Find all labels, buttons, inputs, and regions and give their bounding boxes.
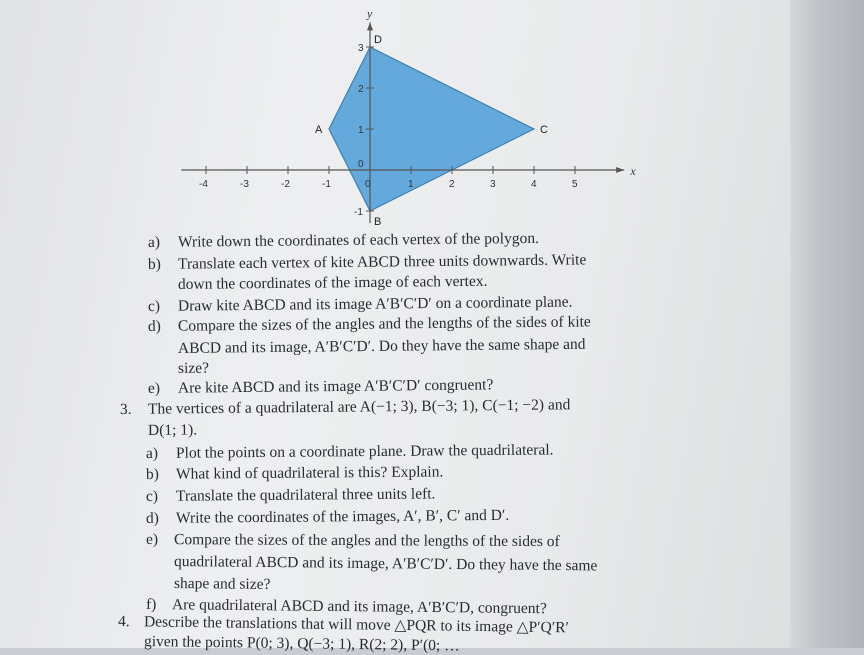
- item-text: Draw kite ABCD and its image A′B′C′D′ on a coordinate plane.: [177, 293, 573, 315]
- vertex-label-d: D: [374, 34, 382, 46]
- vertex-label-a: A: [315, 124, 323, 136]
- item-label: b): [147, 255, 162, 273]
- item-text: Write down the coordinates of each vertex of the polygon.: [177, 229, 539, 251]
- item-text: Translate each vertex of kite ABCD three units downwards. Write: [177, 251, 587, 273]
- exercise-line: [174, 575, 271, 594]
- item-text: Are quadrilateral ABCD and its image, A′B′C′D, congruent?: [171, 596, 547, 618]
- vertex-label-c: C: [540, 124, 548, 136]
- item-text: D(1; 1).: [147, 421, 198, 439]
- item-label: e): [147, 379, 161, 397]
- x-axis-arrow: [616, 167, 624, 173]
- exercise-line: [178, 273, 488, 294]
- exercise-line: [146, 441, 554, 463]
- item-label: f): [145, 596, 157, 614]
- y-tick-label: -1: [354, 207, 363, 218]
- vertex-label-b: B: [374, 216, 382, 228]
- y-tick-label: 1: [358, 125, 364, 136]
- item-text: quadrilateral ABCD and its image, A′B′C′D′. Do they have the same: [173, 553, 598, 575]
- kite-graph: [180, 5, 650, 235]
- item-text: Describe the translations that will move △PQR to its image △P′Q′R′: [143, 613, 570, 637]
- item-text: ABCD and its image, A′B′C′D′. Do they have the same shape and: [177, 335, 586, 357]
- x-tick-label: -2: [281, 179, 290, 190]
- item-text: Write the coordinates of the images, A′, B′, C′ and D′.: [175, 506, 510, 527]
- x-tick-label: 2: [449, 179, 455, 190]
- x-tick-label: 3: [490, 179, 496, 190]
- x-tick-label: 4: [531, 179, 537, 190]
- item-text: Are kite ABCD and its image A′B′C′D′ congruent?: [177, 376, 494, 397]
- item-text: size?: [177, 359, 210, 377]
- item-text: shape and size?: [173, 575, 271, 594]
- exercise-line: [144, 633, 460, 655]
- y-tick-label: 3: [358, 43, 364, 54]
- exercise-line: [148, 376, 494, 398]
- x-tick-label: 1: [408, 179, 414, 190]
- item-label: a): [145, 444, 159, 462]
- y-tick-label: 2: [358, 84, 364, 95]
- x-axis-label: x: [630, 164, 636, 178]
- exercise-line: [178, 360, 209, 378]
- item-text: Compare the sizes of the angles and the lengths of the sides of kite: [177, 313, 591, 335]
- exercise-line: [146, 463, 443, 484]
- item-label: e): [145, 531, 159, 549]
- x-tick-label: -4: [199, 179, 208, 190]
- item-label: c): [145, 487, 159, 505]
- x-tick-label: 0: [365, 179, 371, 190]
- x-tick-label: 5: [572, 179, 578, 190]
- exercise-line: [148, 421, 197, 440]
- item-label: 3.: [119, 400, 132, 418]
- item-text: The vertices of a quadrilateral are A(−1; 3), B(−3; 1), C(−1; −2) and: [147, 396, 571, 418]
- item-text: Plot the points on a coordinate plane. Draw the quadrilateral.: [175, 441, 554, 462]
- item-label: d): [147, 317, 162, 335]
- item-text: Translate the quadrilateral three units left.: [175, 485, 436, 505]
- item-label: a): [147, 233, 161, 251]
- y-tick-label: 0: [358, 159, 364, 170]
- x-tick-label: -1: [322, 179, 331, 190]
- item-text: down the coordinates of the image of each vertex.: [177, 272, 488, 293]
- item-label: c): [147, 297, 161, 315]
- exercise-line: [146, 531, 560, 551]
- item-text: What kind of quadrilateral is this? Explain.: [175, 463, 444, 483]
- item-label: d): [145, 509, 159, 527]
- x-tick-label: -3: [240, 179, 249, 190]
- item-text: given the points P(0; 3), Q(−3; 1), R(2; 2), P′(0; …: [143, 633, 460, 655]
- item-label: b): [145, 465, 159, 483]
- y-axis-label: y: [367, 6, 373, 21]
- y-axis-arrow: [367, 22, 373, 30]
- page-gutter: [790, 0, 864, 648]
- exercise-line: [146, 507, 509, 528]
- exercise-line: [146, 485, 436, 506]
- item-label: 4.: [117, 613, 130, 631]
- item-text: Compare the sizes of the angles and the lengths of the sides of: [173, 531, 560, 551]
